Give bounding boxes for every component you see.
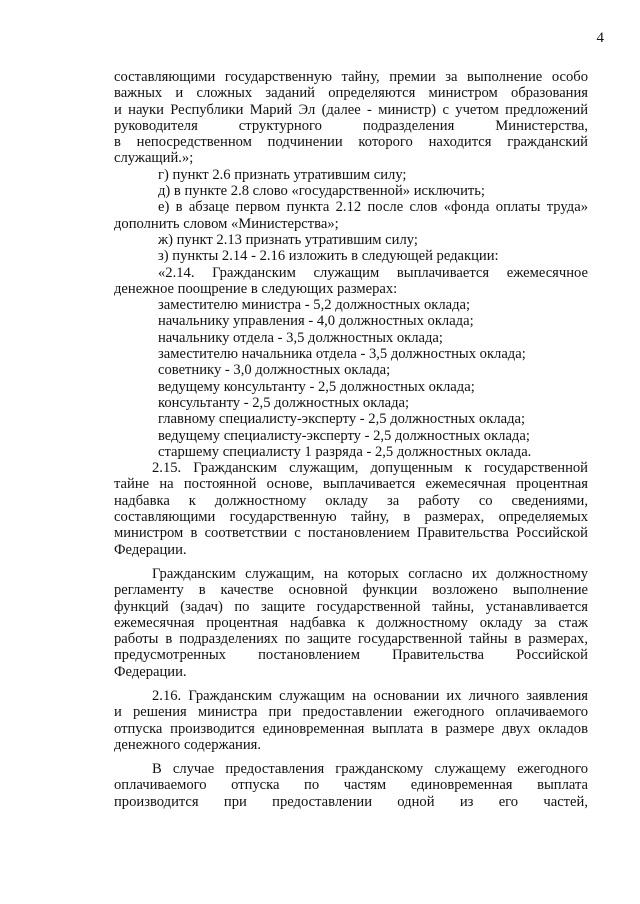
- text-line: Гражданским служащим, на которых согласно их должностному: [152, 565, 588, 582]
- text-line: работы в подразделениях по защите государственной тайны в размерах,: [114, 631, 588, 648]
- text-line: предусмотренных постановлением Правительства Российской: [114, 647, 588, 664]
- text-line: Федерации.: [114, 663, 187, 680]
- text-line: д) в пункте 2.8 слово «государственной» исключить;: [158, 183, 485, 200]
- text-line: начальнику управления - 4,0 должностных оклада;: [158, 313, 474, 330]
- text-line: 2.16. Гражданским служащим на основании их личного заявления: [152, 687, 588, 704]
- text-line: руководителя структурного подразделения Министерства,: [114, 117, 588, 134]
- text-line: ведущему консультанту - 2,5 должностных оклада;: [158, 378, 475, 395]
- text-line: в непосредственном подчинении которого находится гражданский: [114, 134, 588, 151]
- text-line: производится при предоставлении одной из его частей,: [114, 793, 588, 810]
- text-line: отпуска производится единовременная выплата в размере двух окладов: [114, 720, 588, 737]
- text-line: дополнить словом «Министерства»;: [114, 215, 339, 232]
- text-line: регламенту в качестве основной функции возложено выполнение: [114, 582, 588, 599]
- text-line: составляющими государственную тайну, премии за выполнение особо: [114, 69, 588, 85]
- text-line: функций (задач) по защите государственной тайны, устанавливается: [114, 598, 588, 615]
- text-line: советнику - 3,0 должностных оклада;: [158, 362, 391, 379]
- text-line: заместителю начальника отдела - 3,5 должностных оклада;: [158, 346, 526, 363]
- text-line: заместителю министра - 5,2 должностных оклада;: [158, 297, 471, 314]
- text-line: В случае предоставления гражданскому служащему ежегодного: [152, 761, 588, 778]
- text-line: ж) пункт 2.13 признать утратившим силу;: [158, 231, 418, 248]
- text-line: и решения министра при предоставлении ежегодного оплачиваемого: [114, 704, 588, 721]
- text-line: тайне на постоянной основе, выплачивается ежемесячная процентная: [114, 476, 588, 493]
- text-line: консультанту - 2,5 должностных оклада;: [158, 394, 410, 411]
- text-line: денежное поощрение в следующих размерах:: [114, 280, 398, 297]
- text-line: денежного содержания.: [114, 736, 262, 753]
- text-line: и науки Республики Марий Эл (далее - министр) с учетом предложений: [114, 101, 588, 118]
- text-line: ведущему специалисту-эксперту - 2,5 должностных оклада;: [158, 427, 530, 444]
- text-line: ежемесячная процентная надбавка к должностному окладу за стаж: [114, 614, 588, 631]
- text-line: г) пункт 2.6 признать утратившим силу;: [158, 166, 407, 183]
- text-line: главному специалисту-эксперту - 2,5 должностных оклада;: [158, 411, 526, 428]
- text-line: составляющими государственную тайну, в размерах, определяемых: [114, 509, 588, 526]
- text-line: надбавка к должностному окладу за работу со сведениями,: [114, 492, 588, 509]
- text-line: начальнику отдела - 3,5 должностных оклада;: [158, 329, 443, 346]
- text-line: старшему специалисту 1 разряда - 2,5 должностных оклада.: [158, 443, 532, 460]
- text-line: е) в абзаце первом пункта 2.12 после слов «фонда оплаты труда»: [158, 199, 588, 216]
- text-line: Федерации.: [114, 541, 187, 558]
- text-line: служащий.»;: [114, 150, 194, 167]
- text-line: оплачиваемого отпуска по частям единовременная выплата: [114, 777, 588, 794]
- text-line: з) пункты 2.14 - 2.16 изложить в следующей редакции:: [158, 248, 499, 265]
- document-body: [114, 69, 588, 810]
- text-line: министром в соответствии с постановлением Правительства Российской: [114, 525, 588, 542]
- text-line: важных и сложных заданий определяются министром образования: [114, 85, 588, 102]
- text-line: «2.14. Гражданским служащим выплачивается ежемесячное: [158, 264, 588, 281]
- page-number: 4: [596, 30, 604, 46]
- text-line: 2.15. Гражданским служащим, допущенным к государственной: [152, 460, 588, 477]
